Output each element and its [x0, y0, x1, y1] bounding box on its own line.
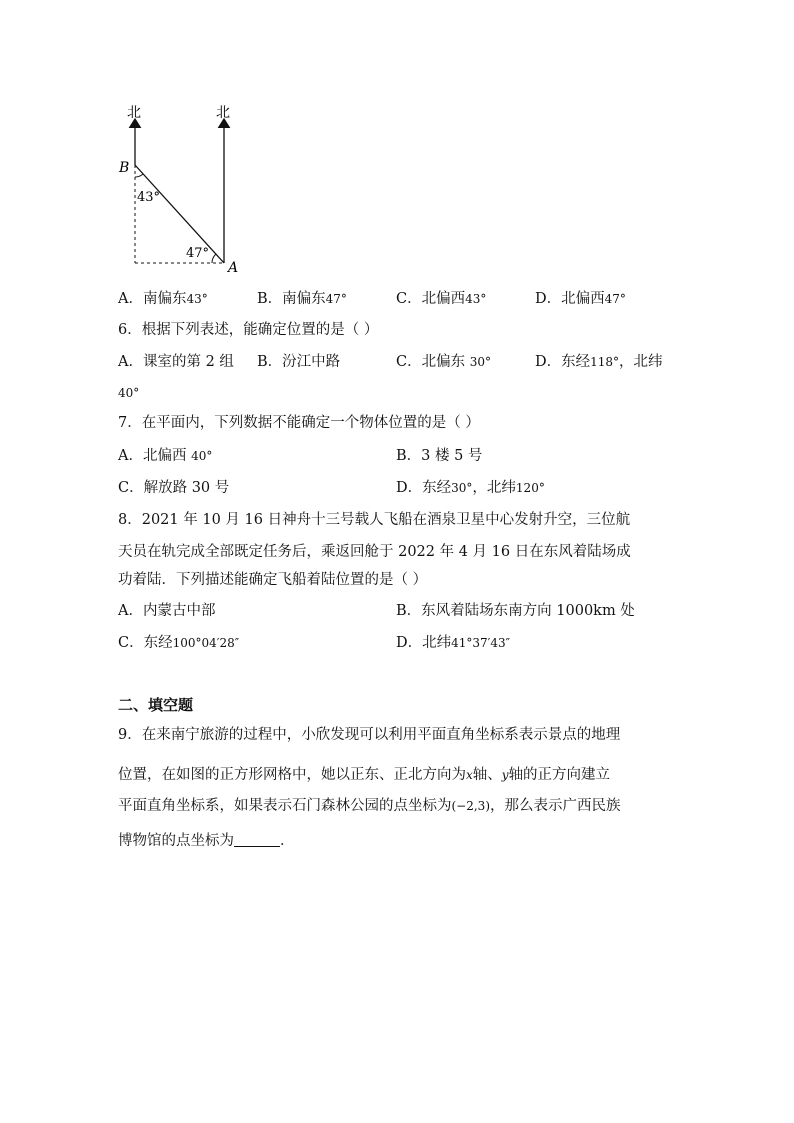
- q8-option-d[interactable]: D．北纬41°37′43″: [396, 635, 511, 651]
- coordinate: (−2,3): [451, 799, 491, 813]
- q5-option-b[interactable]: B．南偏东47°: [257, 291, 347, 307]
- q8-option-a[interactable]: A．内蒙古中部: [118, 603, 216, 619]
- q7-option-b[interactable]: B．3 楼 5 号: [396, 448, 483, 464]
- point-label-b: B: [119, 160, 130, 176]
- q8-stem-line-2: 天员在轨完成全部既定任务后，乘返回舱于 2022 年 4 月 16 日在东风着陆场成: [118, 544, 631, 560]
- q9-line-3: 平面直角坐标系，如果表示石门森林公园的点坐标为(−2,3)，那么表示广西民族: [118, 798, 621, 814]
- angle-arc-a: [212, 254, 216, 263]
- q7-option-a[interactable]: A．北偏西 40°: [118, 448, 213, 464]
- q6-stem: 6．根据下列表述，能确定位置的是（ ）: [118, 322, 379, 338]
- q5-option-a[interactable]: A．南偏东43°: [118, 291, 208, 307]
- q6-option-a[interactable]: A．课室的第 2 组: [118, 354, 234, 370]
- q7-option-d[interactable]: D．东经30°，北纬120°: [396, 480, 545, 496]
- north-label-left: 北: [127, 105, 141, 121]
- angle-label-b: 43°: [137, 190, 161, 205]
- q9-line-2: 位置，在如图的正方形网格中，她以正东、正北方向为x轴、y轴的正方向建立: [118, 767, 611, 783]
- q9-line-4: 博物馆的点坐标为 ．: [118, 833, 295, 849]
- q6-option-b[interactable]: B．汾江中路: [257, 354, 341, 370]
- angle-arc-b: [135, 174, 143, 177]
- point-label-a: A: [228, 260, 239, 276]
- angle-label-a: 47°: [186, 246, 210, 261]
- section-heading: 二、填空题: [118, 696, 194, 714]
- q5-option-d[interactable]: D．北偏西47°: [535, 291, 626, 307]
- north-label-right: 北: [216, 105, 230, 121]
- q7-option-c[interactable]: C．解放路 30 号: [118, 480, 230, 496]
- q9-line-1: 9．在来南宁旅游的过程中，小欣发现可以利用平面直角坐标系表示景点的地理: [118, 727, 621, 743]
- q6-option-c[interactable]: C．北偏东 30°: [396, 354, 491, 370]
- q6-option-d[interactable]: D．东经118°，北纬: [535, 354, 663, 370]
- q7-stem: 7．在平面内，下列数据不能确定一个物体位置的是（ ）: [118, 415, 480, 431]
- q8-stem-line-3: 功着陆．下列描述能确定飞船着陆位置的是（ ）: [118, 572, 428, 588]
- segment-ba: [135, 165, 224, 263]
- q8-option-c[interactable]: C．东经100°04′28″: [118, 635, 240, 651]
- q8-stem-line-1: 8．2021 年 10 月 16 日神舟十三号载人飞船在酒泉卫星中心发射升空，三位航: [118, 512, 631, 528]
- bearing-figure: [110, 95, 250, 280]
- answer-blank[interactable]: [234, 832, 280, 847]
- q8-option-b[interactable]: B．东风着陆场东南方向 1000km 处: [396, 603, 635, 619]
- q5-option-c[interactable]: C．北偏西43°: [396, 291, 487, 307]
- q6-option-d-continued: 40°: [118, 386, 140, 400]
